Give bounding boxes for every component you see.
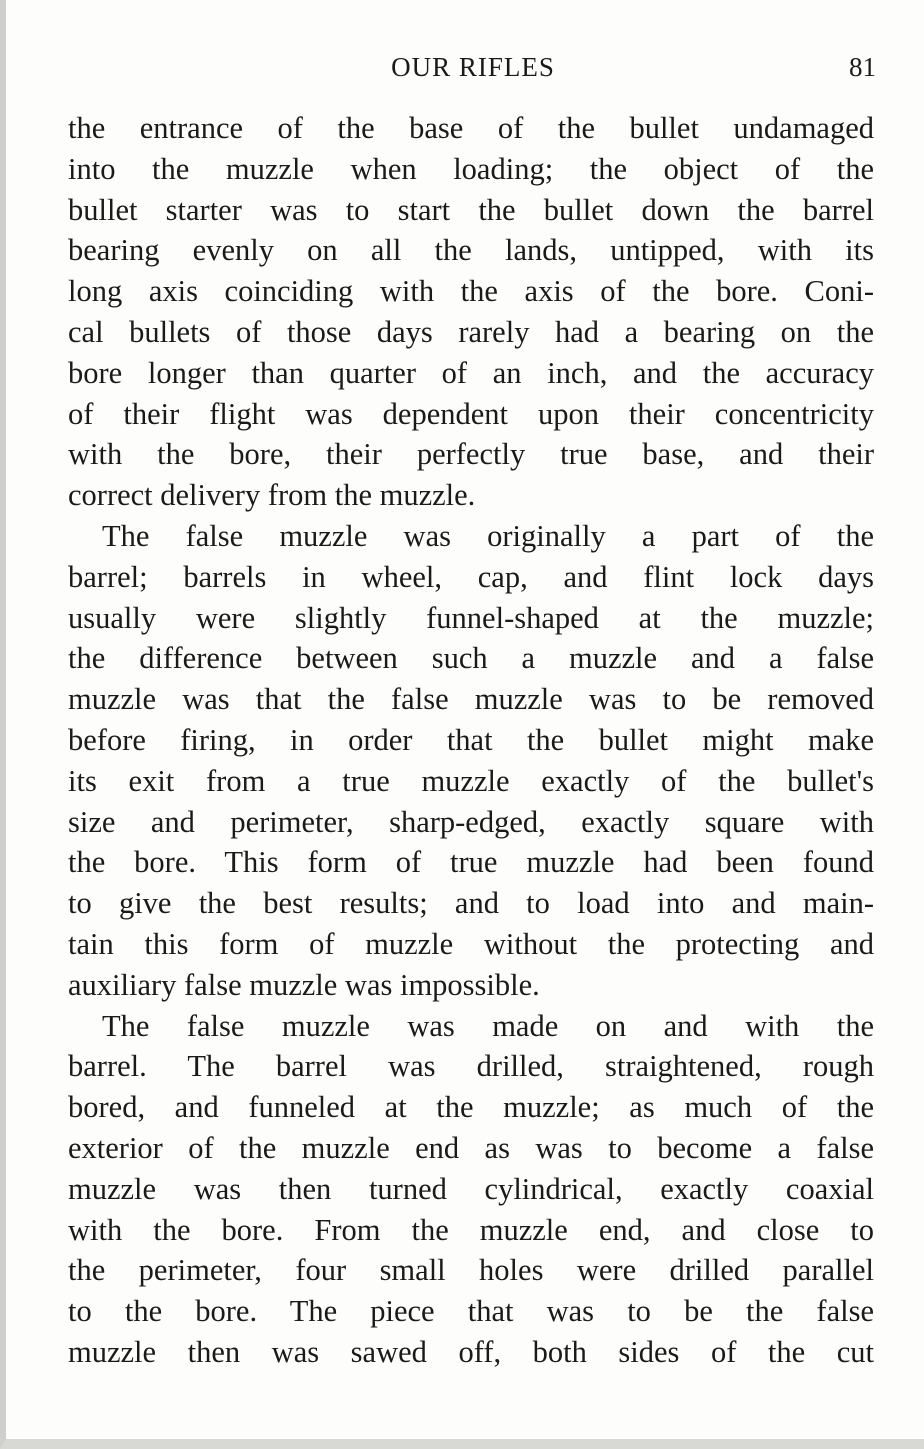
text-line: with the bore. From the muzzle end, and close to — [68, 1212, 874, 1247]
text-line: the difference between such a muzzle and a false — [68, 641, 874, 676]
text-line: bearing evenly on all the lands, untipped, with its — [68, 233, 874, 268]
text-line: The false muzzle was originally a part of the — [102, 518, 874, 553]
text-line: muzzle was then turned cylindrical, exactly coaxial — [68, 1171, 874, 1206]
text-line: to give the best results; and to load into and main- — [68, 886, 874, 921]
text-line: tain this form of muzzle without the protecting and — [68, 926, 874, 961]
text-line: size and perimeter, sharp-edged, exactly square with — [68, 804, 874, 839]
text-line: muzzle was that the false muzzle was to be removed — [68, 682, 874, 717]
text-line: auxiliary false muzzle was impossible. — [68, 967, 540, 1002]
text-line: before firing, in order that the bullet might make — [68, 722, 874, 757]
text-line: of their flight was dependent upon their concentricity — [68, 396, 874, 431]
page-number: 81 — [849, 52, 876, 82]
text-line: cal bullets of those days rarely had a bearing on the — [68, 314, 874, 349]
text-line: into the muzzle when loading; the object of the — [68, 151, 874, 186]
text-line: the entrance of the base of the bullet undamaged — [68, 111, 874, 145]
text-line: long axis coinciding with the axis of the bore. Coni- — [68, 274, 874, 309]
text-line: its exit from a true muzzle exactly of the bullet's — [68, 763, 874, 798]
text-line: bore longer than quarter of an inch, and the accuracy — [68, 355, 874, 390]
running-head — [70, 48, 876, 88]
text-line: barrel; barrels in wheel, cap, and flint lock days — [68, 559, 874, 594]
text-line: correct delivery from the muzzle. — [68, 478, 476, 513]
text-line: the bore. This form of true muzzle had been found — [68, 845, 874, 880]
running-head-title: OUR RIFLES — [391, 52, 555, 82]
text-line: bullet starter was to start the bullet down the barrel — [68, 192, 874, 227]
text-line: barrel. The barrel was drilled, straightened, rough — [68, 1049, 874, 1084]
body-text — [68, 108, 874, 1373]
text-line: the perimeter, four small holes were drilled parallel — [68, 1253, 874, 1288]
paragraph-2 — [68, 516, 874, 1006]
paragraph-3 — [68, 1006, 874, 1373]
text-line: with the bore, their perfectly true base, and their — [68, 437, 874, 472]
text-line: The false muzzle was made on and with the — [102, 1008, 874, 1043]
paragraph-1 — [68, 108, 874, 516]
text-line: exterior of the muzzle end as was to become a false — [68, 1130, 874, 1165]
text-line: muzzle then was sawed off, both sides of the cut — [68, 1334, 874, 1369]
text-line: bored, and funneled at the muzzle; as much of the — [68, 1090, 874, 1125]
text-line: usually were slightly funnel-shaped at the muzzle; — [68, 600, 874, 635]
text-line: to the bore. The piece that was to be the false — [68, 1294, 874, 1329]
